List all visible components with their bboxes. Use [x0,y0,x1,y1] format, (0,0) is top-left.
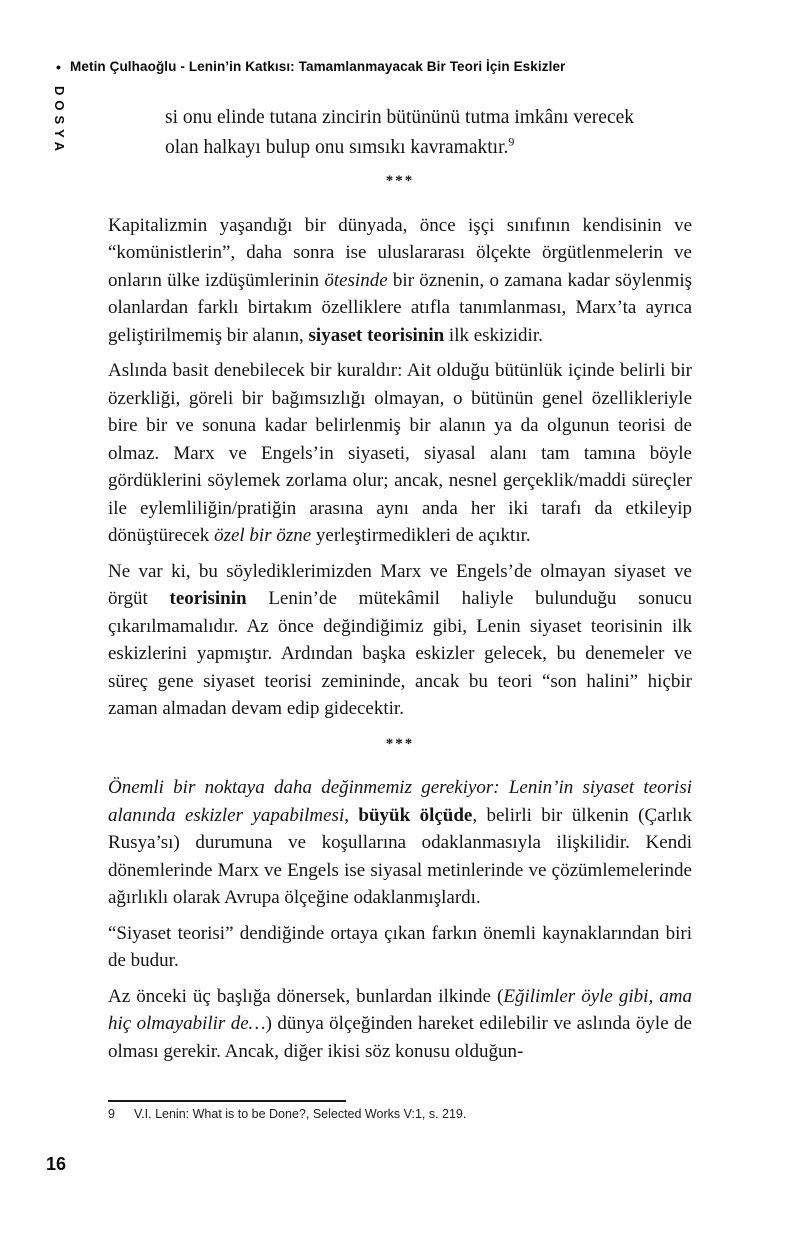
text-run-bold: siyaset teorisinin [308,324,445,346]
paragraph-2 [108,357,692,550]
text-run-italic: özel bir özne [214,525,312,546]
running-header [56,59,748,74]
paragraph-3 [108,558,692,723]
paragraph-6 [108,983,692,1066]
text-run: “Siyaset teorisi” dendiğinde ortaya çıkan farkın önemli kaynaklarından biri de budur. [108,922,692,971]
paragraph-4 [108,774,692,912]
text-run: Aslında basit denebilecek bir kuraldır: Ait olduğu bütünlük içinde belirli bir özerkliği, göreli bir bağımsızlığı olmayan, o bütünün genel özellikleriyle bire bir ve sonuna kadar belirlenmiş bir alanın ya da olgunun teorisi de olmaz. Marx ve Engels’in siyaseti, siyasal alanı tam tamına böyle gördüklerini söylemek zorlama olur; ancak, nesnel gerçeklik/maddi süreçler ile eylemliliğin/pratiğin arasına aynı anda her iki tarafı da etkileyip dönüştürecek [108,360,692,546]
text-column [108,103,692,1098]
separator-stars: *** [385,173,415,189]
footnote-rule [108,1100,346,1102]
text-run: Az önceki üç başlığa dönersek, bunlardan ilkinde ( [108,985,504,1007]
quote [108,103,692,162]
text-run: ilk eskizidir. [444,324,543,346]
text-run: bir öznenin, o zamana kadar söylenmiş olanlardan farklı birtakım özelliklere atıfla tanımlanması, Marx’ta ayrıca geliştirilmemiş bir alanın, [108,269,692,346]
text-run-italic: Eğilimler öyle gibi, ama hiç olmayabilir de… [108,985,692,1034]
text-run-bold: teorisinin [169,588,247,609]
text-run: Kapitalizmin yaşandığı bir dünyada, önce işçi sınıfının kendisinin ve “komünistlerin”, daha sonra ise uluslararası ölçekte örgütlenmelerin ve onların ülke izdüşümlerinin [108,214,692,291]
footnote-text: V.I. Lenin: What is to be Done?, Selected Works V:1, s. 219. [134,1107,467,1121]
text-run: Lenin’de mütekâmil haliyle bulunduğu sonucu çıkarılmamalıdır. Az önce değindiğimiz gibi, Lenin siyaset teorisinin ilk eskizlerini yapmıştır. Ardından başka eskizler gelecek, bu denemeler ve süreç gene siyaset teorisi zemininde, ancak bu teori “son halini” hiçbir zaman almadan devam edip gidecektir. [108,588,692,719]
text-run: Ne var ki, bu söylediklerimizden Marx ve Engels’de olmayan siyaset ve örgüt [108,560,692,609]
text-run: yerleştirmedikleri de açıktır. [311,525,531,546]
text-run-italic: Önemli bir noktaya daha değinmemiz gerekiyor: Lenin’in siyaset teorisi alanında eskizler yapabilmesi, [108,777,692,826]
text-run: , belirli bir ülkenin (Çarlık Rusya’sı) durumuna ve koşullarına odaklanmasıyla ilişkilidir. Kendi dönemlerinde Marx ve Engels ise siyasal metinlerinde ve çözümlemelerinde ağırlıklı olarak Avrupa ölçeğine odaklanmışlardı. [108,804,692,908]
paragraph-1 [108,212,692,350]
page-number: 16 [46,1154,67,1174]
header-title: Lenin’in Katkısı: Tamamlanmayacak Bir Teori İçin Eskizler [188,59,566,74]
text-run: ) dünya ölçeğinden hareket edilebilir ve aslında öyle de olması gerekir. Ancak, diğer ikisi söz konusu olduğun- [108,1013,692,1062]
footnote-number: 9 [108,1107,115,1121]
footnote-ref: 9 [508,134,515,148]
text-run-italic: ötesinde [324,269,388,291]
paragraph-5 [108,920,692,975]
footnote [108,1107,692,1121]
section-label-dosya: DOSYA [52,86,67,157]
footnote-block [108,1100,692,1121]
header-text [70,59,565,74]
header-author: Metin Çulhaoğlu - [70,59,189,74]
quote-text: si onu elinde tutana zincirin bütününü tutma imkânı verecek olan halkayı bulup onu sımsıkı kavramaktır. [165,107,634,158]
separator-stars: *** [385,735,415,752]
text-run-bold: büyük ölçüde [358,804,473,826]
bullet-icon: • [56,58,62,75]
